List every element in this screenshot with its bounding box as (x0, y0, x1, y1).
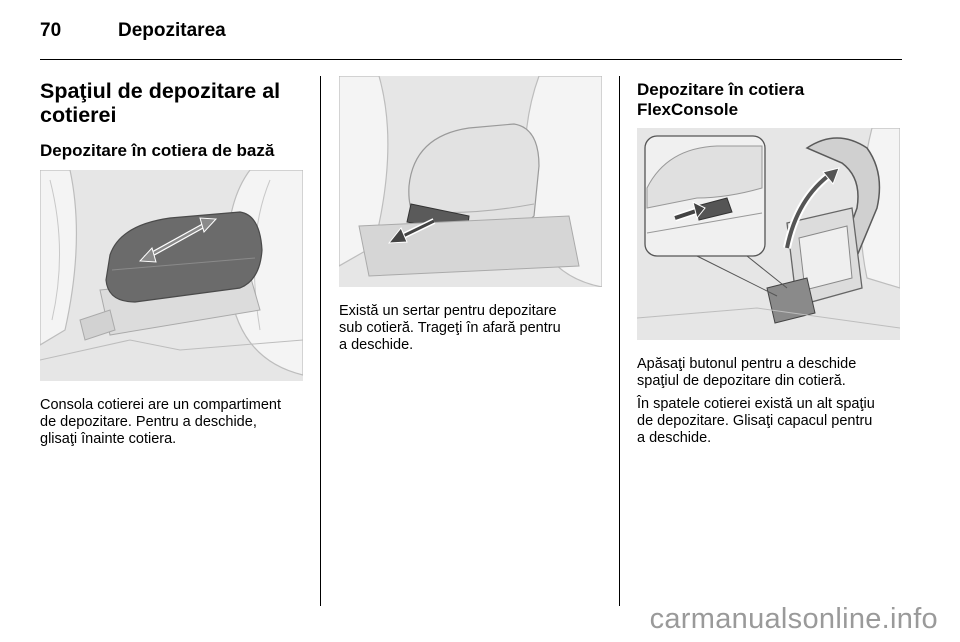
text-line: Apăsaţi butonul pentru a deschide (637, 356, 857, 372)
column-divider-1 (320, 76, 321, 606)
text-line: a deschide. (339, 337, 414, 353)
text-line: Consola cotierei are un compartiment (40, 397, 281, 413)
text-line: de depozitare. Glisaţi capacul pentru (637, 413, 873, 429)
text-line: sub cotieră. Trageţi în afară pentru (339, 320, 561, 336)
watermark: carmanualsonline.info (649, 603, 938, 635)
section-title-line2: FlexConsole (637, 100, 739, 119)
subsection-title: Depozitare în cotiera de bază (40, 141, 275, 160)
text-line: de depozitare. Pentru a deschide, (40, 414, 257, 430)
text-line: glisaţi înainte cotiera. (40, 431, 177, 447)
text-line: În spatele cotierei există un alt spaţiu (637, 396, 875, 412)
section-title-line1: Depozitare în cotiera (637, 80, 805, 99)
header-rule (40, 59, 902, 60)
flexconsole-illustration (637, 128, 900, 340)
text-line: Există un sertar pentru depozitare (339, 303, 557, 319)
column-divider-2 (619, 76, 620, 606)
text-line: spaţiul de depozitare din cotieră. (637, 373, 846, 389)
armrest-drawer-illustration (339, 76, 602, 287)
text-line: a deschide. (637, 430, 712, 446)
chapter-title: Depozitarea (118, 20, 226, 41)
section-title-line2: cotierei (40, 103, 117, 127)
page-number: 70 (40, 20, 62, 41)
armrest-slide-illustration (40, 170, 303, 381)
section-title-line1: Spaţiul de depozitare al (40, 79, 281, 103)
